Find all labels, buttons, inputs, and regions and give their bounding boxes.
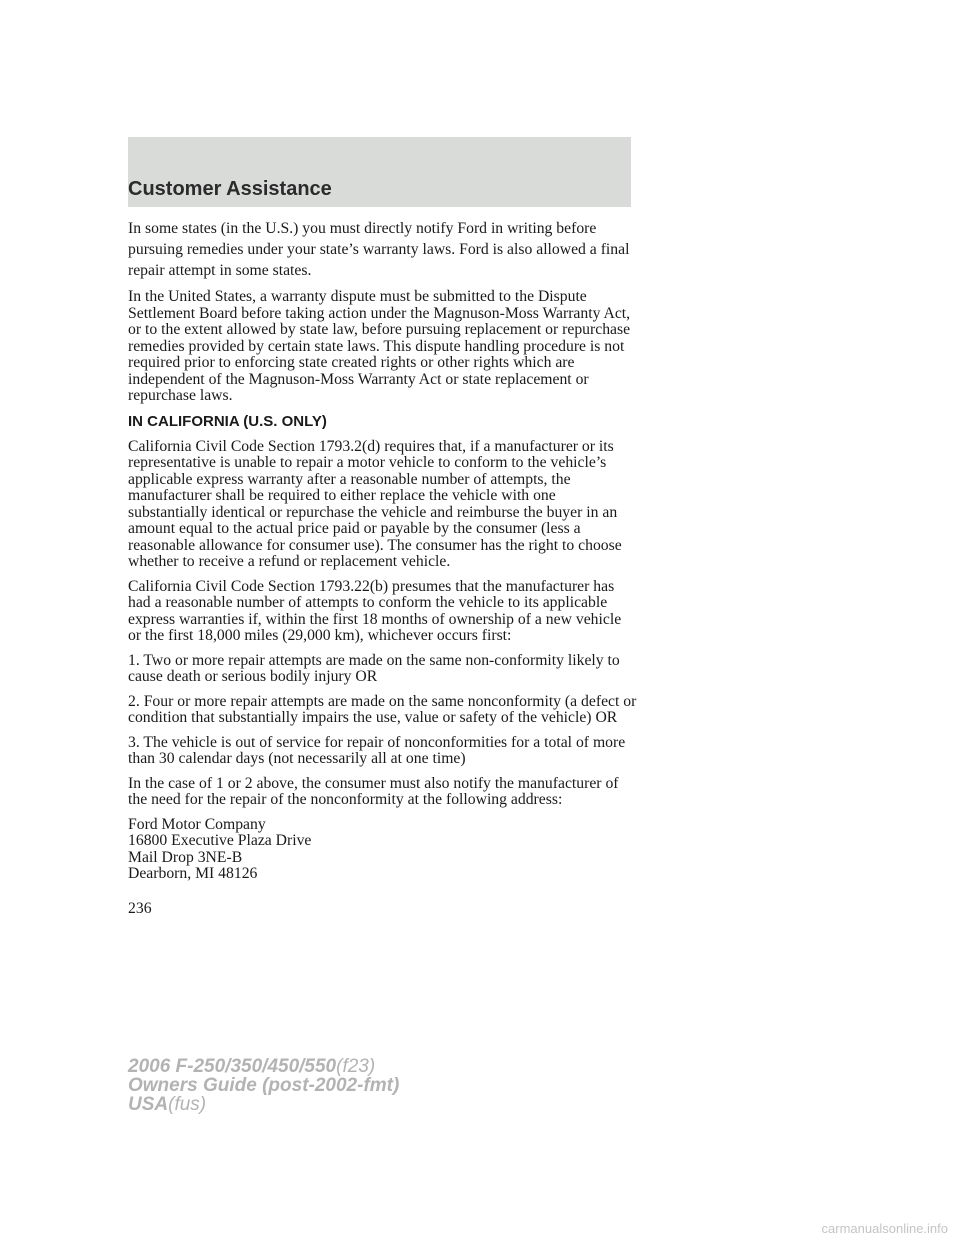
page-number: 236 <box>128 899 152 917</box>
footer-model: 2006 F-250/350/450/550 <box>128 1056 337 1077</box>
footer-model-line <box>128 1057 399 1076</box>
site-watermark: carmanualsonline.info <box>821 1221 948 1236</box>
list-item-1: 1. Two or more repair attempts are made on the same non-conformity likely to cause death or serious bodily injury OR <box>128 651 620 685</box>
mailing-address <box>128 817 638 883</box>
paragraph-civil-code-1793-2: California Civil Code Section 1793.2(d) requires that, if a manufacturer or its representative is unable to repair a motor vehicle to conform to the vehicle’s applicable express warranty after a reasonable number of attempts, the manufacturer shall be required to either replace the vehicle with one substantially identical or repurchase the vehicle and reimburse the buyer in an amount equal to the actual price paid or payable by the consumer (less a reasonable allowance for consumer use). The consumer has the right to choose whether to receive a refund or replacement vehicle. <box>128 437 622 570</box>
section-header-band <box>128 137 631 207</box>
address-line: Mail Drop 3NE-B <box>128 848 243 866</box>
page-content <box>128 218 638 917</box>
footer-region-line <box>128 1095 399 1114</box>
list-item-2: 2. Four or more repair attempts are made on the same nonconformity (a defect or condition that substantially impairs the use, value or safety of the vehicle) OR <box>128 692 637 726</box>
list-item-3: 3. The vehicle is out of service for repair of nonconformities for a total of more than 30 calendar days (not necessarily all at one time) <box>128 733 626 767</box>
paragraph-civil-code-1793-22: California Civil Code Section 1793.22(b) presumes that the manufacturer has had a reasonable number of attempts to conform the vehicle to its applicable express warranties if, within the first 18 months of ownership of a new vehicle or the first 18,000 miles (29,000 km), whichever occurs first: <box>128 577 622 644</box>
address-line: Dearborn, MI 48126 <box>128 865 258 882</box>
footer-region: USA <box>128 1094 169 1115</box>
section-heading-california: IN CALIFORNIA (U.S. ONLY) <box>128 412 327 430</box>
paragraph-dispute-board: In the United States, a warranty dispute must be submitted to the Dispute Settlement Board before taking action under the Magnuson-Moss Warranty Act, or to the extent allowed by state law, before pursuing replacement or repurchase remedies provided by certain state laws. This dispute handling procedure is not required prior to enforcing state created rights or other rights which are independent of the Magnuson-Moss Warranty Act or state replacement or repurchase laws. <box>128 288 631 404</box>
footer-guide: Owners Guide (post-2002-fmt) <box>128 1075 400 1096</box>
paragraph-notify-ford: In some states (in the U.S.) you must directly notify Ford in writing before pursuing remedies under your state’s warranty laws. Ford is also allowed a final repair attempt in some states. <box>128 220 630 279</box>
section-title: Customer Assistance <box>128 178 332 200</box>
document-footer <box>128 1057 399 1114</box>
paragraph-notify-address: In the case of 1 or 2 above, the consumer must also notify the manufacturer of the need for the repair of the nonconformity at the following address: <box>128 774 619 808</box>
footer-region-code: (fus) <box>168 1094 207 1115</box>
address-line: 16800 Executive Plaza Drive <box>128 832 312 849</box>
address-line: Ford Motor Company <box>128 815 266 833</box>
footer-model-code: (f23) <box>336 1056 376 1077</box>
